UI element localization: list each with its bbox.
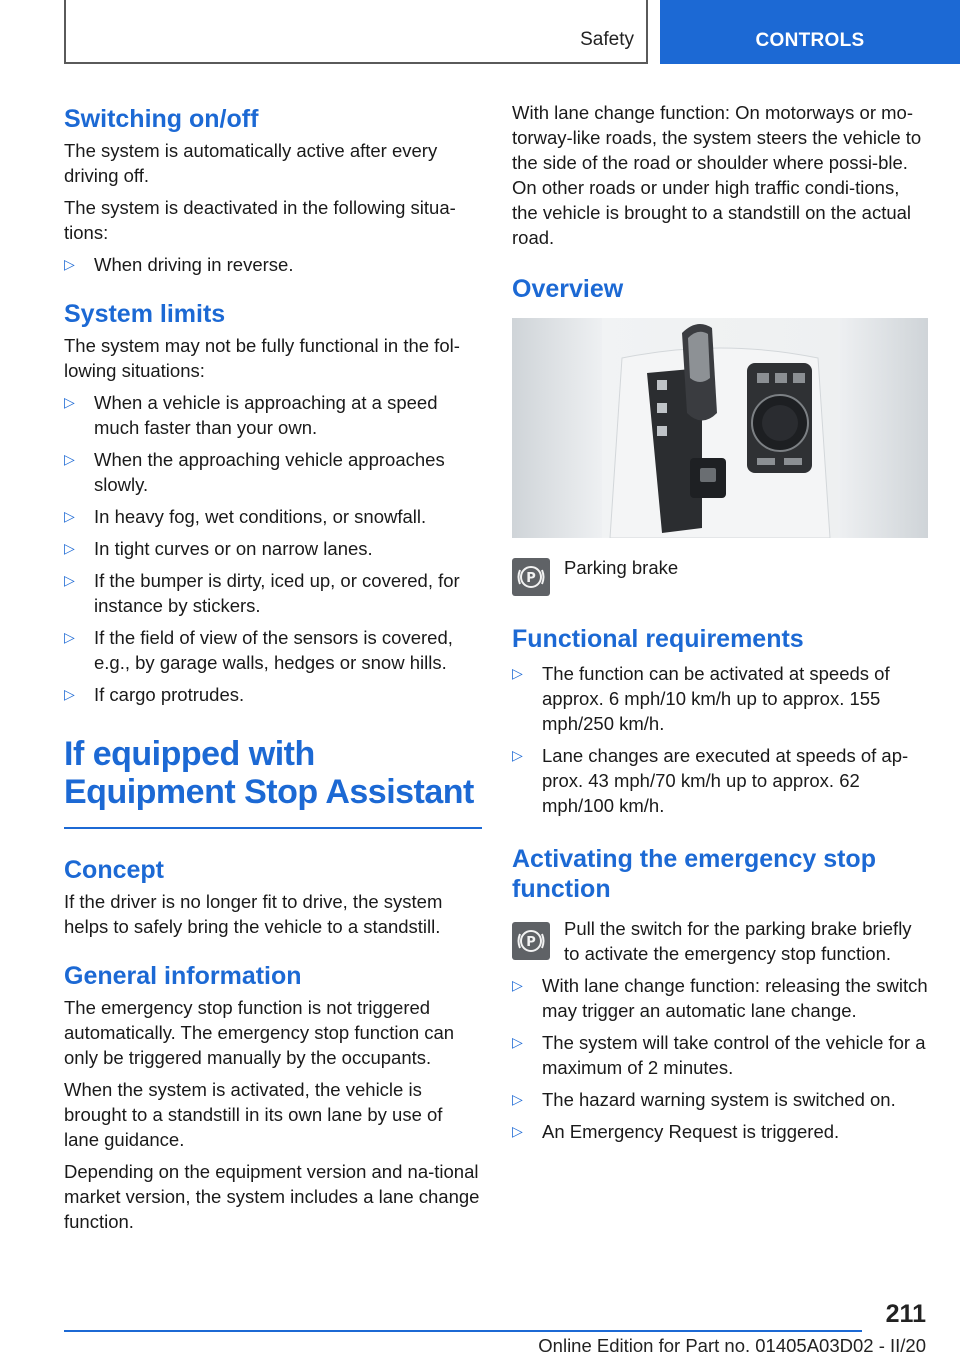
switching-heading: Switching on/off	[64, 105, 259, 133]
chapter-heading: If equipped with Equipment Stop Assistant	[64, 735, 474, 811]
list-item: ▷ The hazard warning system is switched on.	[512, 1089, 896, 1110]
center-console-photo	[512, 318, 928, 538]
triangle-bullet-icon: ▷	[512, 747, 523, 763]
triangle-bullet-icon: ▷	[64, 540, 75, 556]
list-item: ▷ An Emergency Request is triggered.	[512, 1121, 840, 1142]
triangle-bullet-icon: ▷	[512, 1091, 523, 1107]
limits-paragraph: The system may not be fully functional in the fol-lowing situations:	[64, 335, 460, 381]
triangle-bullet-icon: ▷	[64, 256, 75, 272]
limits-heading: System limits	[64, 300, 226, 328]
list-item: ▷ If the field of view of the sensors is covered, e.g., by garage walls, hedges or snow hills.	[64, 627, 453, 673]
list-item: ▷ The function can be activated at speeds of approx. 6 mph/10 km/h up to approx. 155 mph/250 km/h.	[512, 663, 890, 734]
right-column	[512, 100, 928, 1144]
list-item: ▷ When the approaching vehicle approaches slowly.	[64, 449, 445, 495]
parking-brake-label: Parking brake	[564, 557, 679, 578]
lane-change-paragraph: With lane change function: On motorways or mo-torway-like roads, the system steers the vehicle to the side of the road or shoulder where possi-ble. On other roads or under high traffic condi-tions, the vehicle is brought to a standstill on the actual road.	[512, 102, 922, 248]
parking-brake-icon	[512, 922, 550, 960]
chapter-tab: CONTROLS	[660, 0, 960, 64]
list-item: ▷ Lane changes are executed at speeds of ap-prox. 43 mph/70 km/h up to approx. 62 mph/100 km/h.	[512, 745, 909, 816]
left-column	[64, 100, 482, 1234]
parking-brake-legend	[512, 558, 928, 596]
parking-brake-icon	[512, 558, 550, 596]
general-paragraph-1: The emergency stop function is not triggered automatically. The emergency stop function can only be triggered manually by the occupants.	[64, 997, 455, 1068]
functional-requirements-heading: Functional requirements	[512, 625, 804, 653]
triangle-bullet-icon: ▷	[512, 1034, 523, 1050]
triangle-bullet-icon: ▷	[512, 665, 523, 681]
triangle-bullet-icon: ▷	[512, 1123, 523, 1139]
header-box	[64, 0, 648, 64]
list-item: ▷ When driving in reverse.	[64, 254, 294, 275]
concept-paragraph: If the driver is no longer fit to drive, the system helps to safely bring the vehicle to a standstill.	[64, 891, 443, 937]
footer-rule	[64, 1330, 862, 1332]
list-item: ▷ In tight curves or on narrow lanes.	[64, 538, 373, 559]
triangle-bullet-icon: ▷	[64, 394, 75, 410]
svg-text:P: P	[526, 571, 536, 586]
list-item: ▷ If cargo protrudes.	[64, 684, 245, 705]
concept-heading: Concept	[64, 856, 164, 884]
page-number: 211	[885, 1300, 926, 1328]
overview-heading: Overview	[512, 275, 624, 303]
section-label: Safety	[580, 29, 634, 50]
triangle-bullet-icon: ▷	[64, 629, 75, 645]
triangle-bullet-icon: ▷	[64, 686, 75, 702]
triangle-bullet-icon: ▷	[512, 977, 523, 993]
list-item: ▷ With lane change function: releasing the switch may trigger an automatic lane change.	[512, 975, 928, 1021]
svg-text:P: P	[526, 935, 536, 950]
activate-instruction-text: Pull the switch for the parking brake briefly to activate the emergency stop function.	[564, 918, 912, 964]
chapter-rule	[64, 827, 482, 829]
activate-instruction	[512, 916, 928, 966]
list-item: ▷ When a vehicle is approaching at a speed much faster than your own.	[64, 392, 438, 438]
list-item: ▷ The system will take control of the vehicle for a maximum of 2 minutes.	[512, 1032, 926, 1078]
edition-text: Online Edition for Part no. 01405A03D02 - II/20	[538, 1335, 926, 1356]
general-paragraph-2: When the system is activated, the vehicle is brought to a standstill in its own lane by use of lane guidance.	[64, 1079, 443, 1150]
general-paragraph-3: Depending on the equipment version and na-tional market version, the system includes a lane change function.	[64, 1161, 480, 1232]
triangle-bullet-icon: ▷	[64, 451, 75, 467]
list-item: ▷ If the bumper is dirty, iced up, or covered, for instance by stickers.	[64, 570, 460, 616]
switching-paragraph-1: The system is automatically active after every driving off.	[64, 140, 438, 186]
general-heading: General information	[64, 962, 302, 990]
switching-paragraph-2: The system is deactivated in the following situa-tions:	[64, 197, 456, 243]
center-console-illustration	[512, 318, 928, 538]
list-item: ▷ In heavy fog, wet conditions, or snowfall.	[64, 506, 427, 527]
activate-heading: Activating the emergency stop function	[512, 845, 876, 903]
triangle-bullet-icon: ▷	[64, 572, 75, 588]
triangle-bullet-icon: ▷	[64, 508, 75, 524]
